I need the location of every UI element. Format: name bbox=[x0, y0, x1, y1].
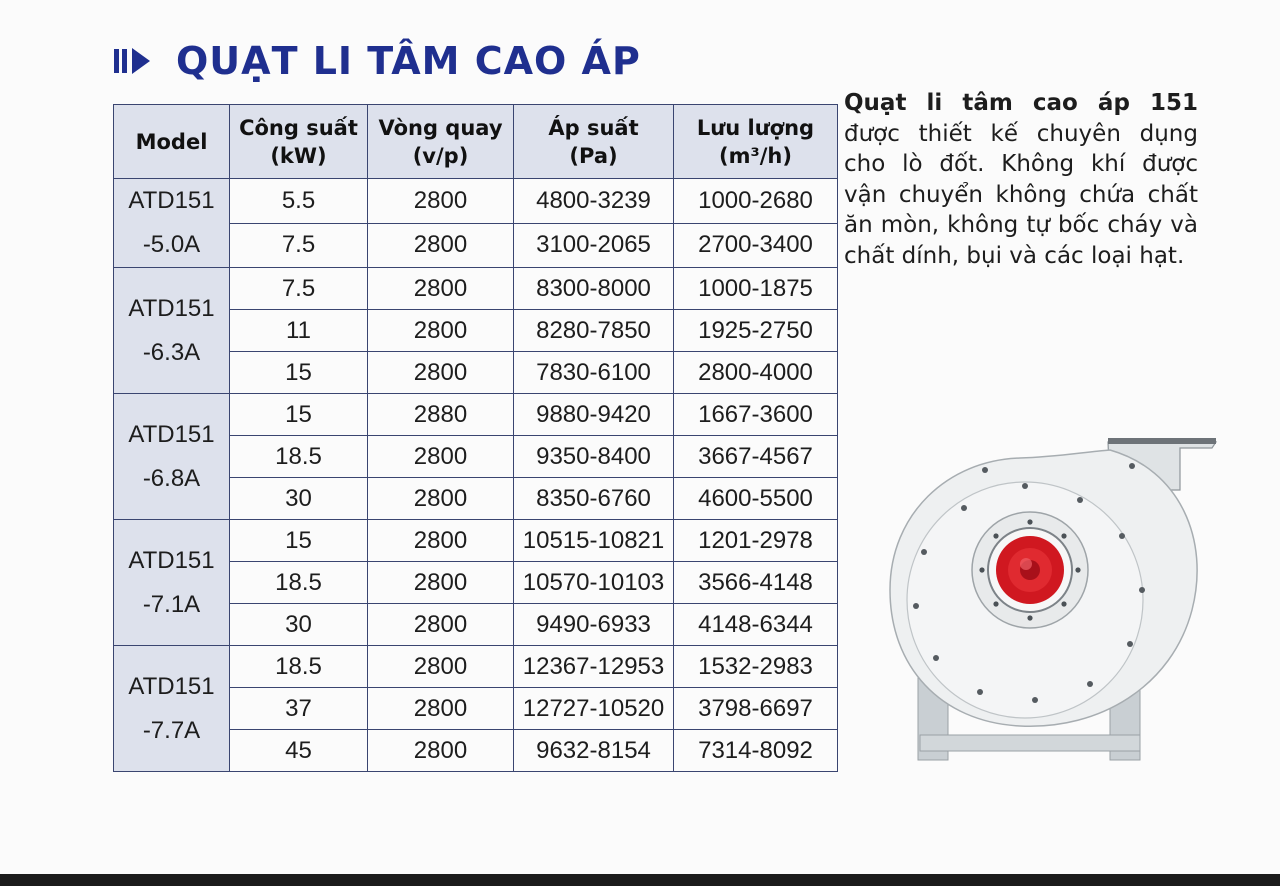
flow-cell: 1000-1875 bbox=[674, 268, 838, 310]
speed-cell: 2800 bbox=[368, 352, 514, 394]
flow-cell: 1201-2978 bbox=[674, 520, 838, 562]
pressure-cell: 3100-2065 bbox=[514, 223, 674, 268]
flow-cell: 2800-4000 bbox=[674, 352, 838, 394]
pressure-cell: 7830-6100 bbox=[514, 352, 674, 394]
header-model: Model bbox=[114, 105, 230, 179]
pressure-cell: 8280-7850 bbox=[514, 310, 674, 352]
flow-cell: 1925-2750 bbox=[674, 310, 838, 352]
pressure-cell: 8300-8000 bbox=[514, 268, 674, 310]
flow-cell: 1667-3600 bbox=[674, 394, 838, 436]
pressure-cell: 9490-6933 bbox=[514, 604, 674, 646]
flow-cell: 3798-6697 bbox=[674, 688, 838, 730]
header-speed: Vòng quay (v/p) bbox=[368, 105, 514, 179]
speed-cell: 2800 bbox=[368, 310, 514, 352]
speed-cell: 2800 bbox=[368, 223, 514, 268]
pressure-cell: 9880-9420 bbox=[514, 394, 674, 436]
description-lead: Quạt li tâm cao áp 151 bbox=[844, 90, 1198, 116]
header-pressure: Áp suất (Pa) bbox=[514, 105, 674, 179]
play-arrow-icon bbox=[114, 48, 150, 74]
flow-cell: 2700-3400 bbox=[674, 223, 838, 268]
speed-cell: 2800 bbox=[368, 179, 514, 224]
table-row bbox=[114, 179, 838, 224]
table-header-row bbox=[114, 105, 838, 179]
power-cell: 18.5 bbox=[230, 646, 368, 688]
pressure-cell: 12367-12953 bbox=[514, 646, 674, 688]
power-cell: 37 bbox=[230, 688, 368, 730]
flow-cell: 4148-6344 bbox=[674, 604, 838, 646]
speed-cell: 2800 bbox=[368, 688, 514, 730]
pressure-cell: 10515-10821 bbox=[514, 520, 674, 562]
model-cell: ATD151 -6.8A bbox=[114, 394, 230, 520]
flow-cell: 1000-2680 bbox=[674, 179, 838, 224]
speed-cell: 2800 bbox=[368, 730, 514, 772]
pressure-cell: 8350-6760 bbox=[514, 478, 674, 520]
pressure-cell: 9350-8400 bbox=[514, 436, 674, 478]
speed-cell: 2800 bbox=[368, 562, 514, 604]
flow-cell: 4600-5500 bbox=[674, 478, 838, 520]
power-cell: 18.5 bbox=[230, 562, 368, 604]
pressure-cell: 4800-3239 bbox=[514, 179, 674, 224]
pressure-cell: 10570-10103 bbox=[514, 562, 674, 604]
centrifugal-fan-illustration bbox=[880, 430, 1220, 770]
power-cell: 5.5 bbox=[230, 179, 368, 224]
speed-cell: 2800 bbox=[368, 478, 514, 520]
power-cell: 30 bbox=[230, 478, 368, 520]
power-cell: 45 bbox=[230, 730, 368, 772]
power-cell: 11 bbox=[230, 310, 368, 352]
header-flow: Lưu lượng (m³/h) bbox=[674, 105, 838, 179]
power-cell: 7.5 bbox=[230, 268, 368, 310]
speed-cell: 2800 bbox=[368, 268, 514, 310]
power-cell: 7.5 bbox=[230, 223, 368, 268]
pressure-cell: 12727-10520 bbox=[514, 688, 674, 730]
power-cell: 18.5 bbox=[230, 436, 368, 478]
product-description bbox=[844, 88, 1198, 271]
flow-cell: 1532-2983 bbox=[674, 646, 838, 688]
power-cell: 15 bbox=[230, 352, 368, 394]
spec-table bbox=[113, 104, 838, 772]
pressure-cell: 9632-8154 bbox=[514, 730, 674, 772]
model-cell: ATD151 -6.3A bbox=[114, 268, 230, 394]
header-power: Công suất (kW) bbox=[230, 105, 368, 179]
page-bottom-rule bbox=[0, 874, 1280, 886]
model-cell: ATD151 -7.7A bbox=[114, 646, 230, 772]
table-row bbox=[114, 520, 838, 562]
table-row bbox=[114, 646, 838, 688]
page-header bbox=[114, 36, 641, 86]
power-cell: 30 bbox=[230, 604, 368, 646]
flow-cell: 7314-8092 bbox=[674, 730, 838, 772]
speed-cell: 2800 bbox=[368, 646, 514, 688]
description-body: được thiết kế chuyên dụng cho lò đốt. Không khí được vận chuyển không chứa chất ăn mòn, không tự bốc cháy và chất dính, bụi và các loại hạt. bbox=[844, 120, 1198, 269]
speed-cell: 2800 bbox=[368, 436, 514, 478]
model-cell: ATD151 -5.0A bbox=[114, 179, 230, 268]
power-cell: 15 bbox=[230, 394, 368, 436]
flow-cell: 3566-4148 bbox=[674, 562, 838, 604]
model-cell: ATD151 -7.1A bbox=[114, 520, 230, 646]
speed-cell: 2800 bbox=[368, 520, 514, 562]
page-title: QUẠT LI TÂM CAO ÁP bbox=[176, 39, 641, 83]
power-cell: 15 bbox=[230, 520, 368, 562]
fan-product-image bbox=[880, 430, 1220, 770]
table-row bbox=[114, 268, 838, 310]
speed-cell: 2800 bbox=[368, 604, 514, 646]
flow-cell: 3667-4567 bbox=[674, 436, 838, 478]
table-row bbox=[114, 394, 838, 436]
speed-cell: 2880 bbox=[368, 394, 514, 436]
